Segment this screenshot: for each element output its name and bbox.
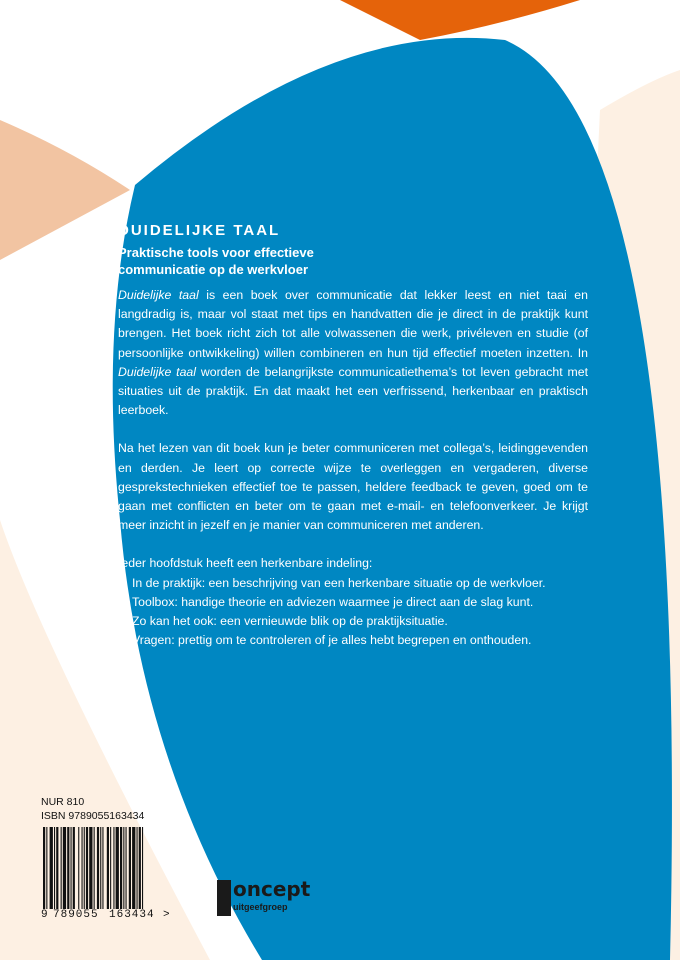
italic-title: Duidelijke taal [118,288,199,302]
back-cover-text [118,222,588,650]
barcode-bar [61,827,62,909]
chapter-structure-list [118,574,588,651]
bullet-icon: · [120,633,125,648]
barcode-bar [123,827,124,909]
isbn-code: ISBN 9789055163434 [41,810,145,822]
barcode-bar [94,827,95,909]
barcode-bar [139,827,141,909]
benefits-paragraph: Na het lezen van dit boek kun je beter communiceren met collega’s, leidinggevenden en derden. Je leert op correcte wijze te overleggen en vergaderen, diverse gesprekstechnieken effectief toe te passen, heldere feedback te geven, goed om te gaan met conflicten en beter om te gaan met e-mail- en telefoonverkeer. Je krijgt meer inzicht in jezelf en je manier van communiceren met anderen. [118,441,588,533]
barcode [41,827,165,909]
barcode-bar [86,827,88,909]
bullet-icon: · [120,614,125,629]
barcode-bar [82,827,83,909]
barcode-bar [113,827,114,909]
barcode-bar [126,827,127,909]
barcode-bar [97,827,99,909]
intro-text-2: worden de belangrijkste communicatiethema’s tot leven gebracht met situaties uit de praktijk. En dat maakt het een verfrissend, herkenbaar en praktisch leerboek. [118,364,588,418]
barcode-bar [100,827,101,909]
barcode-bar [116,827,119,909]
barcode-bar [50,827,53,909]
barcode-bar [84,827,85,909]
book-subtitle [118,244,588,278]
barcode-digit-group-1: 789055 [53,909,99,921]
barcode-bar [102,827,103,909]
bullet-icon: · [120,575,125,590]
intro-text-1: is een boek over communicatie dat lekker leest en niet taai en langdradig is, maar vol staat met tips en handvatten die je direct in de praktijk kunt brengen. Het boek richt zich tot alle volwassenen die werk, privéleven en studie (of persoonlijke ontwikkeling) willen combineren en hun tijd effectief moeten inzetten. In [118,288,588,360]
barcode-bar [110,827,111,909]
barcode-bar [43,827,45,909]
barcode-bar [54,827,55,909]
list-item: · Zo kan het ook: een vernieuwde blik op de praktijksituatie. [118,612,588,631]
barcode-bar [120,827,122,909]
barcode-digit-suffix: > [163,909,170,921]
publisher-logo [217,877,317,924]
barcode-bar [129,827,131,909]
logo-mark-icon [217,880,231,916]
barcode-digits [41,909,175,921]
barcode-bar [46,827,47,909]
barcode-bar [107,827,109,909]
nur-code: NUR 810 [41,796,85,808]
barcode-bar [56,827,58,909]
orange-wedge [340,0,580,40]
logo-word: oncept [233,877,311,901]
barcode-bar [73,827,75,909]
list-item: · Vragen: prettig om te controleren of je alles hebt begrepen en onthouden. [118,631,588,650]
barcode-bar [89,827,92,909]
barcode-bar [71,827,72,909]
peach-wedge [0,120,130,260]
barcode-digit-prefix: 9 [41,909,48,921]
book-title: DUIDELIJKE TAAL [118,222,281,239]
subtitle-line-1: Praktische tools voor effectieve [118,245,314,260]
barcode-bar [137,827,138,909]
bullet-icon: · [120,594,125,609]
barcode-bar [142,827,143,909]
italic-title-2: Duidelijke taal [118,364,196,379]
barcode-bar [63,827,66,909]
list-intro: Ieder hoofdstuk heeft een herkenbare indeling: [118,556,373,571]
barcode-bar [132,827,135,909]
subtitle-line-2: communicatie op de werkvloer [118,262,309,277]
barcode-bar [78,827,79,909]
barcode-digit-group-2: 163434 [109,909,155,921]
intro-paragraph [118,286,588,420]
list-item: · Toolbox: handige theorie en adviezen waarmee je direct aan de slag kunt. [118,593,588,612]
logo-sub: uitgeefgroep [233,902,288,912]
barcode-bar [67,827,69,909]
list-item: · In de praktijk: een beschrijving van een herkenbare situatie op de werkvloer. [118,574,588,593]
